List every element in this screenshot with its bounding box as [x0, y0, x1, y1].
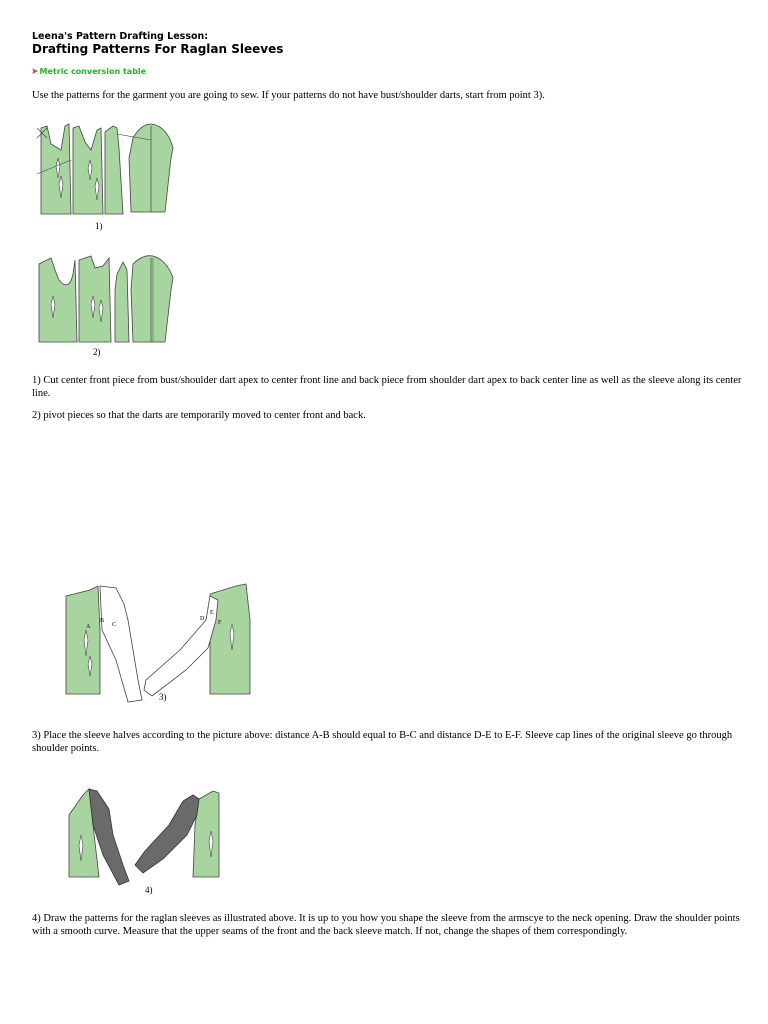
figure-3-caption: 3) — [159, 692, 167, 702]
figure-4-drawing — [63, 785, 228, 900]
label-e: E — [210, 610, 214, 616]
figure-2-caption: 2) — [93, 347, 101, 357]
figure-4 — [63, 785, 228, 900]
figure-1-drawing — [33, 118, 183, 234]
figure-3-drawing — [60, 580, 260, 705]
page-title: Drafting Patterns For Raglan Sleeves — [32, 42, 284, 56]
label-d: D — [200, 616, 205, 622]
label-b: B — [100, 618, 105, 624]
figure-3 — [60, 580, 260, 705]
step1-paragraph: 1) Cut center front piece from bust/shoulder dart apex to center front line and back piece from shoulder dart apex to back center line as well as the sleeve along its center line. — [32, 375, 742, 399]
step2-paragraph: 2) pivot pieces so that the darts are temporarily moved to center front and back. — [32, 410, 366, 421]
step4-paragraph: 4) Draw the patterns for the raglan sleeves as illustrated above. It is up to you how you shape the sleeve from the armscye to the neck opening. Draw the shoulder points with a smooth curve. Measure that the upper seams of the front and the back sleeve match. If not, change the shapes of them correspondingly. — [32, 913, 740, 937]
figure-2 — [33, 250, 183, 360]
metric-conversion-link-label: Metric conversion table — [39, 67, 147, 76]
label-c: C — [112, 622, 117, 628]
lesson-subtitle: Leena's Pattern Drafting Lesson: — [32, 31, 209, 42]
label-a: A — [86, 624, 91, 630]
intro-paragraph: Use the patterns for the garment you are going to sew. If your patterns do not have bust/shoulder darts, start from point 3). — [32, 90, 545, 101]
figure-1-caption: 1) — [95, 221, 103, 231]
label-f: F — [218, 620, 222, 626]
arrow-icon: ➤ — [31, 67, 39, 77]
step3-paragraph: 3) Place the sleeve halves according to the picture above: distance A-B should equal to B-C and distance D-E to E-F. Sleeve cap lines of the original sleeve go through shoulder points. — [32, 730, 733, 754]
figure-2-drawing — [33, 250, 183, 360]
figure-4-caption: 4) — [145, 885, 153, 895]
metric-conversion-link[interactable] — [31, 67, 146, 77]
figure-1 — [33, 118, 183, 234]
